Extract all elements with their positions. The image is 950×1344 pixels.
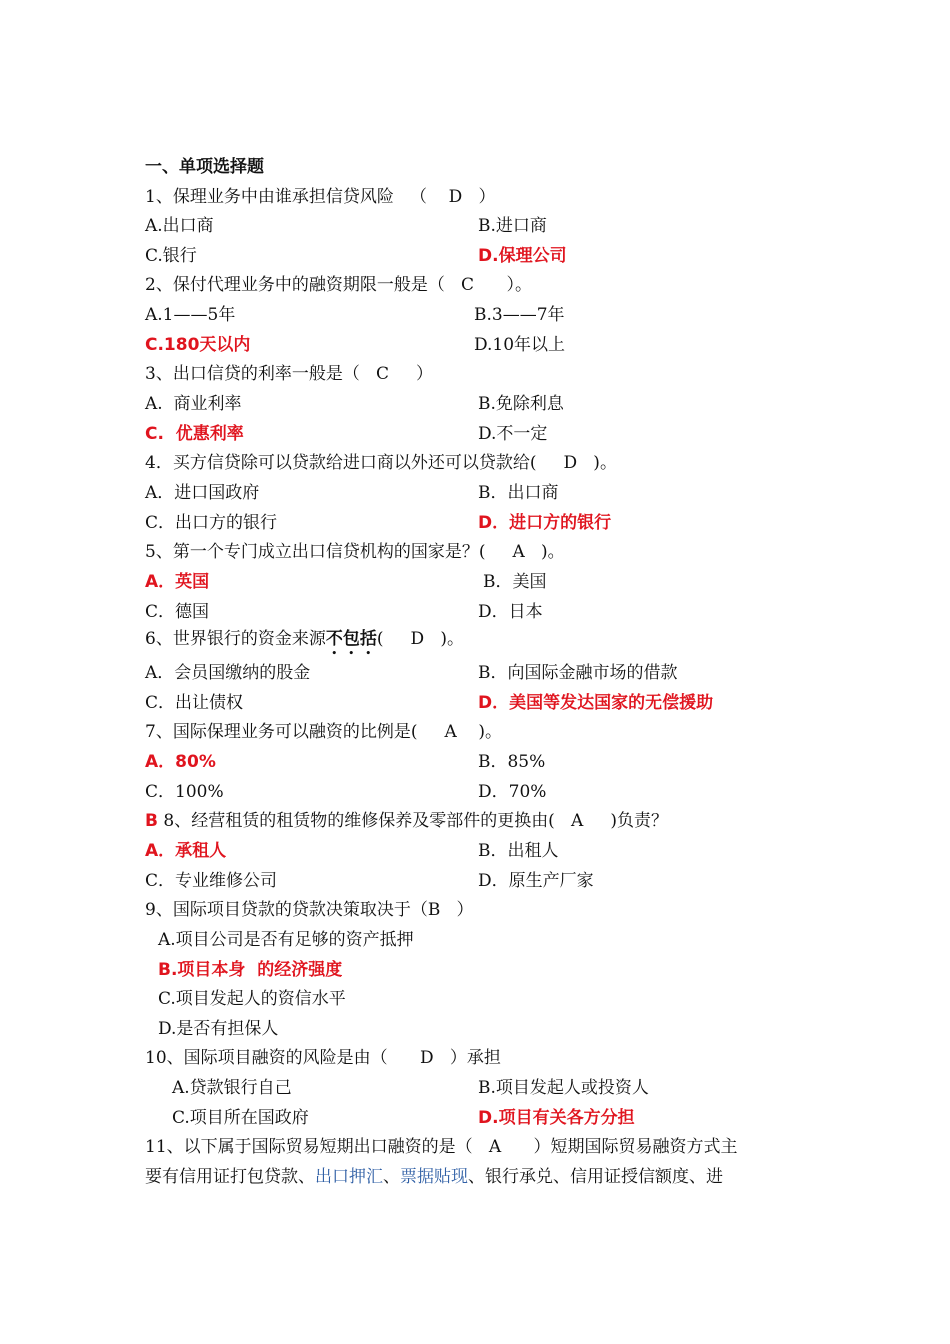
link-export-bill[interactable]: 出口押汇 <box>315 1167 383 1187</box>
question-8-answer-mark: B <box>145 811 158 831</box>
question-3-option-a: A. 商业利率 <box>145 394 242 414</box>
question-6-option-d-answer: D．美国等发达国家的无偿援助 <box>478 693 714 713</box>
question-8-option-a-answer: A．承租人 <box>145 841 227 861</box>
question-7-option-b: B．85% <box>478 752 546 772</box>
question-7-option-a-answer: A．80% <box>145 752 216 772</box>
question-1-option-b: B.进口商 <box>478 216 547 236</box>
question-10-option-b: B.项目发起人或投资人 <box>478 1078 649 1098</box>
question-1-option-a: A.出口商 <box>145 216 214 236</box>
question-5-option-c: C．德国 <box>145 602 210 622</box>
question-3-stem: 3、出口信贷的利率一般是（ C ） <box>145 364 434 384</box>
question-1-option-c: C.银行 <box>145 246 197 266</box>
question-6-option-c: C．出让债权 <box>145 693 244 713</box>
question-9-option-a: A.项目公司是否有足够的资产抵押 <box>158 930 414 950</box>
question-4-option-a: A．进口国政府 <box>145 483 260 503</box>
question-7-stem: 7、国际保理业务可以融资的比例是( A )。 <box>145 722 502 742</box>
question-5-stem: 5、第一个专门成立出口信贷机构的国家是？( A )。 <box>145 542 565 562</box>
question-11-cont-pre: 要有信用证打包贷款、 <box>145 1167 315 1187</box>
question-7-option-d: D．70% <box>478 782 547 802</box>
question-2-stem: 2、保付代理业务中的融资期限一般是（ C ）。 <box>145 275 532 295</box>
question-11-cont-post: 、银行承兑、信用证授信额度、进 <box>468 1167 723 1187</box>
question-5-option-b: B．美国 <box>483 572 547 592</box>
question-9-stem: 9、国际项目贷款的贷款决策取决于（B ） <box>145 900 474 920</box>
section-title: 一、单项选择题 <box>145 157 264 177</box>
question-6-stem-emphasis: 不包括 <box>325 629 377 649</box>
question-6-stem <box>145 628 464 659</box>
question-10-option-d-answer: D.项目有关各方分担 <box>478 1108 635 1128</box>
question-8-stem <box>145 810 668 832</box>
question-2-option-c-answer: C.180天以内 <box>145 335 251 355</box>
question-5-option-d: D．日本 <box>478 602 543 622</box>
question-11-continuation <box>145 1166 723 1188</box>
question-10-stem: 10、国际项目融资的风险是由（ D ）承担 <box>145 1048 501 1068</box>
question-1-option-d-answer: D.保理公司 <box>478 246 567 266</box>
question-4-stem: 4．买方信贷除可以贷款给进口商以外还可以贷款给( D )。 <box>145 453 617 473</box>
question-2-option-d: D.10年以上 <box>474 335 566 355</box>
question-9-option-b-answer: B.项目本身 的经济强度 <box>158 960 343 980</box>
question-9-option-d: D.是否有担保人 <box>158 1019 279 1039</box>
question-7-option-c: C．100% <box>145 782 224 802</box>
question-8-option-b: B．出租人 <box>478 841 559 861</box>
question-3-option-c-answer: C. 优惠利率 <box>145 424 244 444</box>
question-8-stem-text: 8、经营租赁的租赁物的维修保养及零部件的更换由( A )负责？ <box>157 811 668 831</box>
question-6-option-b: B．向国际金融市场的借款 <box>478 663 678 683</box>
question-3-option-b: B.免除利息 <box>478 394 564 414</box>
question-2-option-b: B.3——7年 <box>474 305 565 325</box>
question-1-stem: 1、保理业务中由谁承担信贷风险 （ D ） <box>145 187 496 207</box>
question-6-option-a: A．会员国缴纳的股金 <box>145 663 311 683</box>
question-10-option-a: A.贷款银行自己 <box>172 1078 292 1098</box>
question-2-option-a: A.1——5年 <box>145 305 236 325</box>
question-4-option-c: C．出口方的银行 <box>145 513 278 533</box>
question-6-stem-post: ( D )。 <box>376 629 464 649</box>
link-bill-discount[interactable]: 票据贴现 <box>400 1167 468 1187</box>
question-4-option-d-answer: D．进口方的银行 <box>478 513 612 533</box>
question-10-option-c: C.项目所在国政府 <box>172 1108 309 1128</box>
question-9-option-c: C.项目发起人的资信水平 <box>158 989 346 1009</box>
question-3-option-d: D.不一定 <box>478 424 548 444</box>
question-8-option-c: C．专业维修公司 <box>145 871 278 891</box>
question-11-cont-sep: 、 <box>383 1167 400 1187</box>
question-5-option-a-answer: A．英国 <box>145 572 210 592</box>
question-4-option-b: B．出口商 <box>478 483 559 503</box>
question-11-stem: 11、以下属于国际贸易短期出口融资的是（ A ）短期国际贸易融资方式主 <box>145 1137 738 1157</box>
question-6-stem-pre: 6、世界银行的资金来源 <box>145 629 326 649</box>
question-8-option-d: D．原生产厂家 <box>478 871 594 891</box>
